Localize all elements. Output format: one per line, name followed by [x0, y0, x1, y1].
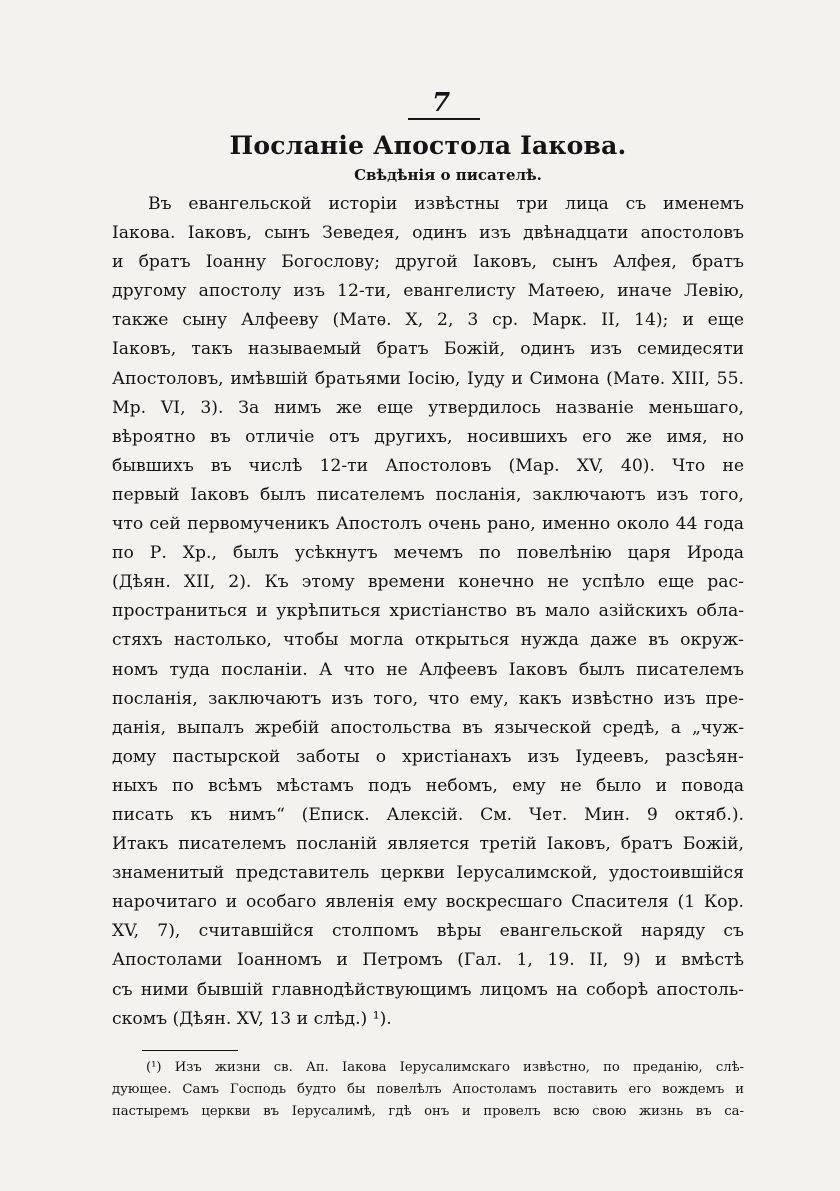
text-line: также сыну Алфееву (Матѳ. X, 2, 3 ср. Марк. II, 14); и еще — [112, 310, 744, 331]
text-line: бывшихъ въ числѣ 12-ти Апостоловъ (Мар. XV, 40). Что не — [112, 455, 744, 476]
text-line: стяхъ настолько, чтобы могла открыться нужда даже въ окруж- — [112, 630, 744, 651]
text-line: писать къ нимъ“ (Еписк. Алексій. См. Чет. Мин. 9 октяб.). — [112, 804, 744, 825]
text-line: ныхъ по всѣмъ мѣстамъ подъ небомъ, ему не было и повода — [112, 775, 744, 796]
text-line: дому пастырской заботы о христіанахъ изъ Іудеевъ, разсѣян- — [112, 746, 744, 767]
text-line: Мр. VI, 3). За нимъ же еще утвердилось названіе меньшаго, — [112, 397, 744, 418]
footnote-line: (¹) Изъ жизни св. Ап. Іакова Іерусалимскаго извѣстно, по преданію, слѣ- — [146, 1059, 744, 1075]
text-line: Итакъ писателемъ посланій является третій Іаковъ, братъ Божій, — [112, 834, 744, 855]
text-line: вѣроятно въ отличіе отъ другихъ, носившихъ его же имя, но — [112, 426, 744, 447]
text-line: Апостолами Іоанномъ и Петромъ (Гал. 1, 19. II, 9) и вмѣстѣ — [112, 950, 744, 971]
text-line: что сей первомученикъ Апостолъ очень рано, именно около 44 года — [112, 514, 744, 535]
text-line: первый Іаковъ былъ писателемъ посланія, заключаютъ изъ того, — [112, 484, 744, 505]
footnote-line: пастыремъ церкви въ Іерусалимѣ, гдѣ онъ и провелъ всю свою жизнь въ са- — [112, 1103, 744, 1119]
text-line: Іакова. Іаковъ, сынъ Зеведея, одинъ изъ двѣнадцати апостоловъ — [112, 223, 744, 244]
page-title: Посланіе Апостола Іакова. — [229, 131, 627, 160]
text-line: XV, 7), считавшійся столпомъ вѣры евангельской наряду съ — [112, 921, 744, 942]
text-line: Апостоловъ, имѣвшій братьями Іосію, Іуду и Симона (Матѳ. XIII, 55. — [112, 368, 744, 389]
text-line: нарочитаго и особаго явленія ему воскресшаго Спасителя (1 Кор. — [112, 892, 744, 913]
section-subtitle: Свѣдѣнія о писателѣ. — [354, 166, 542, 184]
footnote-line: дующее. Самъ Господь будто бы повелѣлъ Апостоламъ поставить его вождемъ и — [112, 1081, 744, 1097]
text-line: другому апостолу изъ 12-ти, евангелисту Матѳею, иначе Левію, — [112, 281, 744, 302]
text-line: посланія, заключаютъ изъ того, что ему, какъ извѣстно изъ пре- — [112, 688, 744, 709]
footnotes — [112, 1057, 744, 1123]
body-text — [112, 190, 744, 1034]
page-number: 7 — [431, 88, 451, 118]
text-line: Іаковъ, такъ называемый братъ Божій, одинъ изъ семидесяти — [112, 339, 744, 360]
text-line: по Р. Хр., былъ усѣкнутъ мечемъ по повелѣнію царя Ирода — [112, 543, 744, 564]
text-line: данія, выпалъ жребій апостольства въ языческой средѣ, а „чуж- — [112, 717, 744, 738]
text-line: номъ туда посланіи. А что не Алфеевъ Іаковъ былъ писателемъ — [112, 659, 744, 680]
footnote-divider — [142, 1050, 238, 1051]
text-line: Въ евангельской исторіи извѣстны три лица съ именемъ — [148, 194, 744, 214]
text-line: и братъ Іоанну Богослову; другой Іаковъ, сынъ Алфея, братъ — [112, 252, 744, 273]
text-line: пространиться и укрѣпиться христіанство въ мало азійскихъ обла- — [112, 601, 744, 622]
text-line: знаменитый представитель церкви Іерусалимской, удостоившійся — [112, 863, 744, 884]
page-number-underline — [408, 118, 480, 120]
text-line: (Дѣян. XII, 2). Къ этому времени конечно не успѣло еще рас- — [112, 572, 744, 593]
book-page — [112, 88, 744, 1123]
text-line: съ ними бывшій главнодѣйствующимъ лицомъ на соборѣ апостоль- — [112, 979, 744, 1000]
text-line: скомъ (Дѣян. XV, 13 и слѣд.) ¹). — [112, 1008, 392, 1029]
